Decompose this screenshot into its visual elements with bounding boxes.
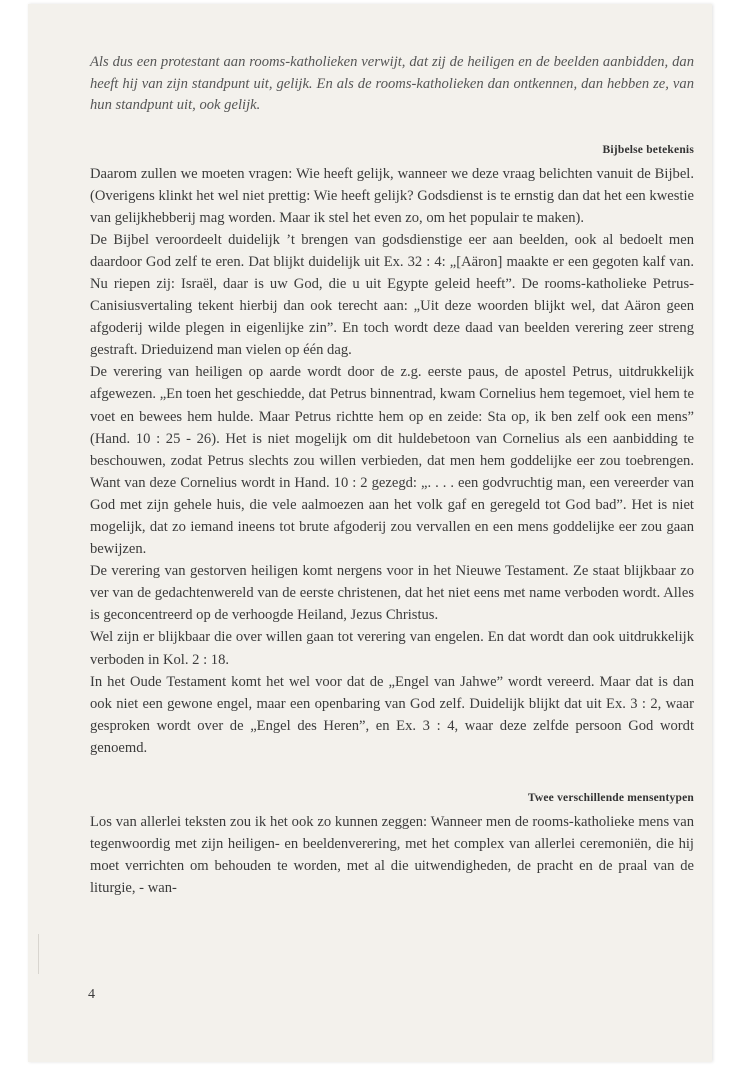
paragraph: De Bijbel veroordeelt duidelijk ’t brengen van godsdienstige eer aan beelden, ook al bedoelt men daardoor God zelf te eren. Dat blijkt duidelijk uit Ex. 32 : 4: „[Aäron] maakte er een gegoten kalf van. Nu riepen zij: Israël, daar is uw God, die u uit Egypte geleid heeft”. De rooms-katholieke Petrus-Canisiusvertaling tekent hierbij dan ook terecht aan: „Uit deze woorden blijkt wel, dat Aäron geen afgoderij wilde plegen in eigenlijke zin”. En toch wordt deze daad van beelden verering zeer streng gestraft. Drieduizend man vielen op één dag. bbox=[90, 231, 694, 359]
paragraph: De verering van gestorven heiligen komt nergens voor in het Nieuwe Testament. Ze staat blijkbaar zo ver van de gedachtenwereld van de eerste christenen, dat het niet eens met name verboden wordt. Alles is geconcentreerd op de verhoogde Heiland, Jezus Christus. bbox=[90, 563, 694, 624]
book-page bbox=[28, 4, 712, 1062]
margin-mark bbox=[38, 934, 39, 974]
paragraph: In het Oude Testament komt het wel voor dat de „Engel van Jahwe” wordt vereerd. Maar dat is dan ook niet een gewone engel, maar een openbaring van God zelf. Duidelijk blijkt dat uit Ex. 3 : 2, waar gesproken wordt over de „Engel des Heren”, en Ex. 3 : 4, waar deze zelfde persoon God wordt genoemd. bbox=[90, 673, 694, 756]
page-number: 4 bbox=[88, 987, 95, 1002]
page-content bbox=[90, 52, 694, 899]
intro-paragraph: Als dus een protestant aan rooms-katholieken verwijt, dat zij de heiligen en de beelden aanbidden, dan heeft hij van zijn standpunt uit, gelijk. En als de rooms-katholieken dan ontkennen, dan hebben ze, van hun standpunt uit, ook gelijk. bbox=[90, 54, 694, 113]
paragraph: Daarom zullen we moeten vragen: Wie heeft gelijk, wanneer we deze vraag belichten vanuit de Bijbel. (Overigens klinkt het wel niet prettig: Wie heeft gelijk? Godsdienst is te ernstig dan dat het een kwestie van gelijkhebberij mag worden. Maar ik stel het even zo, om het populair te maken). bbox=[90, 165, 694, 226]
section-heading-twee-mensentypen: Twee verschillende mensentypen bbox=[527, 792, 694, 805]
paragraph: Wel zijn er blijkbaar die over willen gaan tot verering van engelen. En dat wordt dan ook uitdrukkelijk verboden in Kol. 2 : 18. bbox=[90, 629, 694, 668]
section-heading-bijbelse-betekenis: Bijbelse betekenis bbox=[602, 143, 694, 156]
paragraph: Los van allerlei teksten zou ik het ook zo kunnen zeggen: Wanneer men de rooms-katholieke mens van tegenwoordig met zijn heiligen- en beeldenverering, met het complex van allerlei ceremoniën, die hij moet verrichten om behouden te worden, met al die uitwendigheden, de pracht en de praal van de liturgie, - wan- bbox=[90, 814, 694, 897]
paragraph: De verering van heiligen op aarde wordt door de z.g. eerste paus, de apostel Petrus, uitdrukkelijk afgewezen. „En toen het geschiedde, dat Petrus binnentrad, kwam Cornelius hem tegemoet, viel hem te voet en bewees hem hulde. Maar Petrus richtte hem op en zeide: Sta op, ik ben zelf ook een mens” (Hand. 10 : 25 - 26). Het is niet mogelijk om dit huldebetoon van Cornelius als een aanbidding te beschouwen, zodat Petrus slechts zou willen verbieden, dat men hem goddelijke eer zou toebrengen. Want van deze Cornelius wordt in Hand. 10 : 2 gezegd: „. . . . een godvruchtig man, een vereerder van God met zijn gehele huis, die vele aalmoezen aan het volk gaf en geregeld tot God bad”. Het is niet mogelijk, dat zo iemand ineens tot brute afgoderij zou vervallen en een mens goddelijke eer zou gaan bewijzen. bbox=[90, 364, 694, 558]
